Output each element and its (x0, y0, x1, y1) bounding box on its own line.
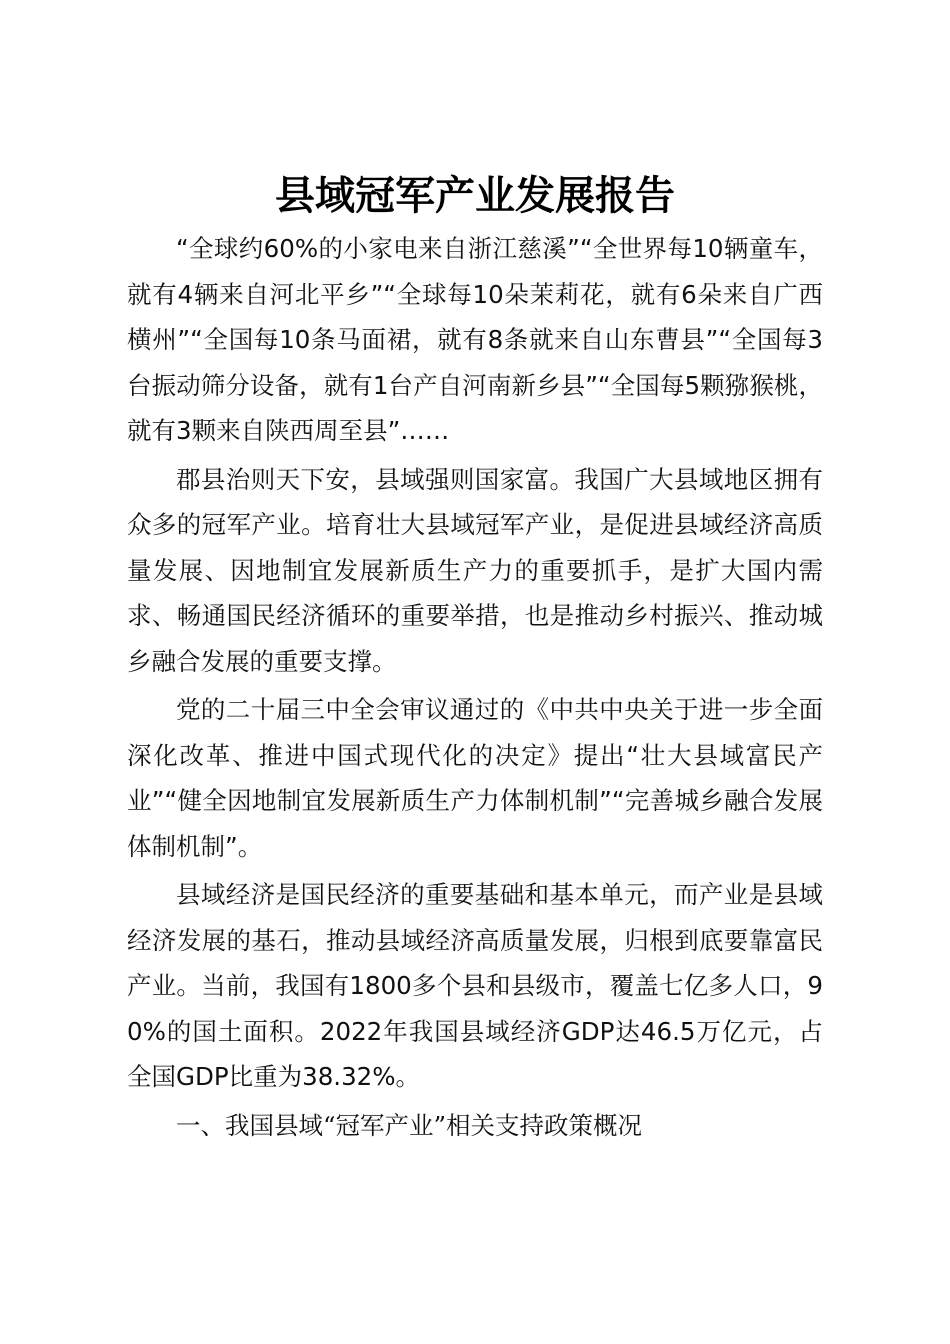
section-heading: 一、我国县域“冠军产业”相关支持政策概况 (176, 1110, 643, 1140)
paragraph-county-economy-stats: 县域经济是国民经济的重要基础和基本单元，而产业是县域经济发展的基石，推动县域经济高质量发展，归根到底要靠富民产业。当前，我国有1800多个县和县级市，覆盖七亿多人口，90%的国土面积。2022年我国县域经济GDP达46.5万亿元，占全国GDP比重为38.32%。 (127, 880, 823, 1091)
paragraph-intro-quotes: “全球约60%的小家电来自浙江慈溪”“全世界每10辆童车，就有4辆来自河北平乡”“全球每10朵茉莉花，就有6朵来自广西横州”“全国每10条马面裙，就有8条就来自山东曹县”“全国每3台振动筛分设备，就有1台产自河南新乡县”“全国每5颗猕猴桃，就有3颗来自陕西周至县”…… (127, 234, 823, 445)
document-body (127, 226, 823, 1148)
paragraph-county-importance: 郡县治则天下安，县域强则国家富。我国广大县域地区拥有众多的冠军产业。培育壮大县域冠军产业，是促进县域经济高质量发展、因地制宜发展新质生产力的重要抓手，是扩大国内需求、畅通国民经济循环的重要举措，也是推动乡村振兴、推动城乡融合发展的重要支撑。 (127, 464, 823, 676)
paragraph-plenum-decision: 党的二十届三中全会审议通过的《中共中央关于进一步全面深化改革、推进中国式现代化的决定》提出“壮大县域富民产业”“健全因地制宜发展新质生产力体制机制”“完善城乡融合发展体制机制”。 (127, 695, 823, 861)
document-title: 县域冠军产业发展报告 (275, 172, 675, 219)
